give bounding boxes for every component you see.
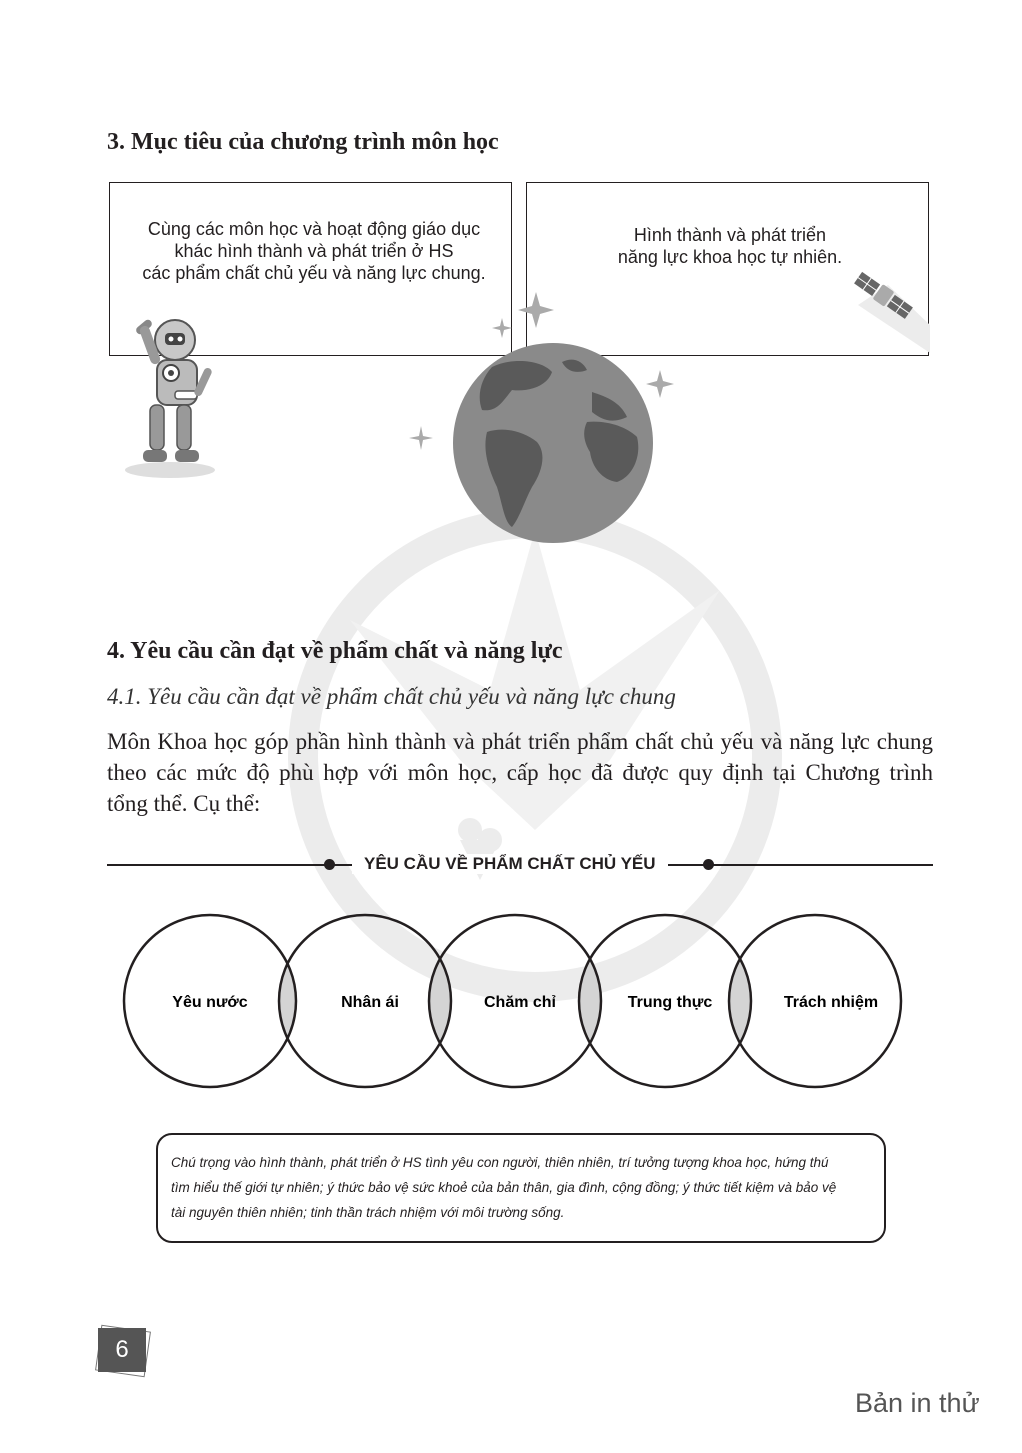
satellite-icon xyxy=(838,265,930,353)
page-number-badge xyxy=(96,1324,152,1378)
robot-illustration xyxy=(115,305,215,485)
quality-label: Nhân ái xyxy=(341,994,399,1011)
section3-heading: 3. Mục tiêu của chương trình môn học xyxy=(107,129,499,155)
sparkle-icon xyxy=(490,290,560,340)
section4-paragraph xyxy=(107,726,933,819)
banner-dot-right xyxy=(703,859,714,870)
note-line-2: tìm hiểu thế giới tự nhiên; ý thức bảo vệ sức khoẻ của bản thân, gia đình, cộng đồng; ý thức tiết kiệm và bảo vệ xyxy=(171,1180,837,1195)
paragraph-line-1: Môn Khoa học góp phần hình thành và phát triển phẩm chất chủ yếu và năng lực chung xyxy=(107,729,933,754)
print-mark: Bản in thử xyxy=(855,1388,980,1418)
quality-label: Trách nhiệm xyxy=(783,994,879,1011)
goal-left-line-3: các phẩm chất chủ yếu và năng lực chung. xyxy=(142,263,486,283)
globe-illustration xyxy=(452,342,654,544)
section4-heading: 4. Yêu cầu cần đạt về phẩm chất và năng lực xyxy=(107,638,563,664)
goal-right-line-2: năng lực khoa học tự nhiên. xyxy=(617,247,843,267)
quality-label: Trung thực xyxy=(627,994,713,1011)
page-number: 6 xyxy=(98,1328,146,1372)
goal-left-line-2: khác hình thành và phát triển ở HS xyxy=(174,241,454,261)
qualities-venn-diagram xyxy=(120,900,910,1100)
section4-subheading: 4.1. Yêu cầu cần đạt về phẩm chất chủ yếu và năng lực chung xyxy=(107,684,676,709)
goal-box-right-text xyxy=(585,224,875,268)
banner-dot-left xyxy=(324,859,335,870)
goal-box-left-text xyxy=(112,218,516,284)
quality-label: Chăm chỉ xyxy=(483,994,557,1011)
note-line-3: tài nguyên thiên nhiên; tinh thần trách nhiệm với môi trường sống. xyxy=(171,1205,565,1220)
banner-title: YÊU CẦU VỀ PHẨM CHẤT CHỦ YẾU xyxy=(352,854,668,874)
goal-left-line-1: Cùng các môn học và hoạt động giáo dục xyxy=(147,219,481,239)
sparkle-icon xyxy=(408,425,434,451)
note-line-1: Chú trọng vào hình thành, phát triển ở HS tình yêu con người, thiên nhiên, trí tưởng tượng khoa học, hứng thú xyxy=(171,1155,829,1170)
goal-right-line-1: Hình thành và phát triển xyxy=(633,225,827,245)
paragraph-line-3: tổng thể. Cụ thể: xyxy=(107,791,261,816)
note-text xyxy=(171,1150,836,1225)
quality-label: Yêu nước xyxy=(172,994,248,1011)
paragraph-line-2: theo các mức độ phù hợp với môn học, cấp học đã được quy định tại Chương trình xyxy=(107,760,933,785)
